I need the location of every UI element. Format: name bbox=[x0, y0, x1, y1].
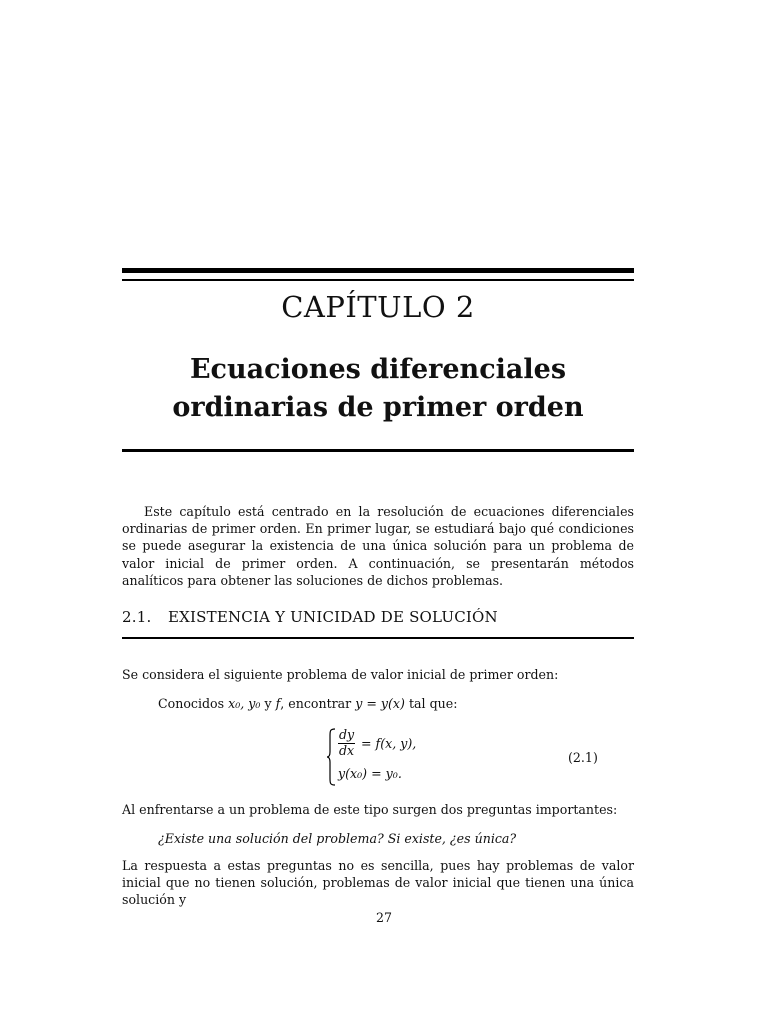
question-line: ¿Existe una solución del problema? Si existe, ¿es única? bbox=[158, 831, 517, 846]
initial-condition: y(x₀) = y₀. bbox=[338, 766, 402, 781]
equation-number: (2.1) bbox=[568, 750, 598, 765]
chapter-title-line2: ordinarias de primer orden bbox=[172, 392, 584, 423]
fraction-numerator: dy bbox=[339, 727, 355, 742]
title-bottom-rule bbox=[122, 449, 634, 452]
section-rule bbox=[122, 637, 634, 639]
given-f: f bbox=[275, 696, 281, 711]
left-brace-icon bbox=[326, 728, 336, 786]
page-number: 27 bbox=[375, 910, 393, 925]
given-suffix: tal que: bbox=[408, 696, 458, 711]
body-paragraph-2: Al enfrentarse a un problema de este tipo surgen dos preguntas importantes: bbox=[122, 802, 618, 817]
top-rule-thin bbox=[122, 279, 634, 281]
given-eq: y = y(x) bbox=[355, 696, 405, 711]
body-paragraph-3: La respuesta a estas preguntas no es sencilla, pues hay problemas de valor inicial que no tienen solución, problemas de valor inicial que tienen una única solución y bbox=[122, 858, 634, 908]
section-heading bbox=[122, 608, 634, 626]
chapter-label: CAPÍTULO 2 bbox=[281, 290, 475, 324]
derivative-fraction bbox=[338, 728, 355, 758]
given-vars: x₀, y₀ bbox=[228, 696, 261, 711]
section-title: EXISTENCIA Y UNICIDAD DE SOLUCIÓN bbox=[168, 608, 498, 626]
top-rule-thick bbox=[122, 268, 634, 273]
chapter-title-line1: Ecuaciones diferenciales bbox=[189, 354, 567, 385]
intro-paragraph: Este capítulo está centrado en la resolución de ecuaciones diferenciales ordinarias de primer orden. En primer lugar, se estudiará bajo qué condiciones se puede asegurar la existencia de una única solución para un problema de valor inicial de primer orden. A continuación, se presentarán métodos analíticos para obtener las soluciones de dichos problemas. bbox=[122, 504, 634, 588]
section-number: 2.1. bbox=[122, 608, 152, 626]
given-prefix: Conocidos bbox=[158, 696, 225, 711]
given-and: y bbox=[264, 696, 272, 711]
chapter-title bbox=[122, 351, 634, 427]
body-paragraph-1: Se considera el siguiente problema de valor inicial de primer orden: bbox=[122, 667, 559, 682]
equation-rhs: = f(x, y), bbox=[361, 736, 417, 751]
equation-system bbox=[326, 728, 486, 786]
given-mid: , encontrar bbox=[280, 696, 352, 711]
fraction-denominator: dx bbox=[339, 743, 355, 758]
given-line bbox=[158, 696, 457, 711]
